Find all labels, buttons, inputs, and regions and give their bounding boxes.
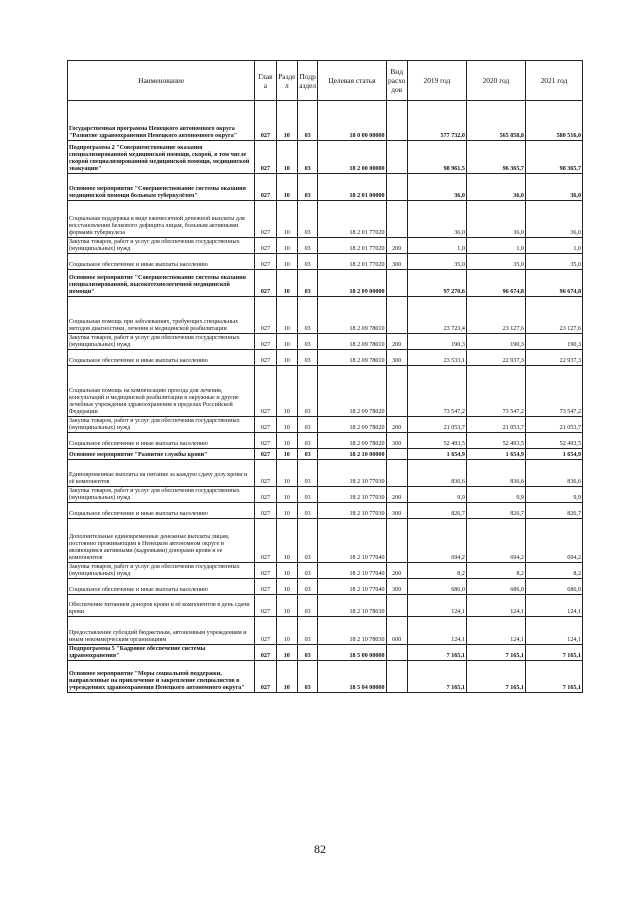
row-glava: 027: [255, 366, 276, 417]
row-2020: 686,0: [466, 579, 525, 595]
row-name: Дополнительные единовременные денежные выплаты лицам, постоянно проживающим в Ненецком автономном округе и являющимся активными (кадровыми) донорами крови и ее компонентов: [68, 519, 255, 563]
row-target: 18 5 00 00000: [318, 645, 386, 661]
row-razdel: 10: [276, 350, 297, 366]
table-row: [68, 661, 583, 693]
row-podrazdel: 03: [297, 460, 317, 487]
row-2020: 52 493,5: [466, 433, 525, 449]
row-2021: 35,0: [525, 254, 582, 270]
row-podrazdel: 03: [297, 141, 317, 174]
row-2021: 9,9: [525, 487, 582, 503]
row-glava: 027: [255, 595, 276, 617]
row-name: Закупка товаров, работ и услуг для обеспечения государственных (муниципальных) нужд: [68, 563, 255, 579]
row-2021: 7 165,1: [525, 645, 582, 661]
row-razdel: 10: [276, 519, 297, 563]
row-podrazdel: 03: [297, 350, 317, 366]
row-vid: [386, 366, 407, 417]
row-podrazdel: 03: [297, 503, 317, 519]
row-2019: 826,7: [407, 503, 466, 519]
row-razdel: 10: [276, 254, 297, 270]
table-row: [68, 595, 583, 617]
row-podrazdel: 03: [297, 645, 317, 661]
row-target: 18 2 10 77040: [318, 519, 386, 563]
row-2019: 21 053,7: [407, 417, 466, 433]
row-target: 18 2 10 77030: [318, 503, 386, 519]
row-target: 18 2 09 00000: [318, 270, 386, 297]
row-glava: 027: [255, 617, 276, 645]
row-razdel: 10: [276, 297, 297, 334]
row-2020: 96 674,8: [466, 270, 525, 297]
row-razdel: 10: [276, 174, 297, 201]
header-2020: 2020 год: [466, 61, 525, 101]
row-name: Государственная программа Ненецкого автономного округа "Развитие здравоохранения Ненецкого автономного округа": [68, 101, 255, 141]
budget-table: [67, 60, 583, 693]
row-vid: 200: [386, 334, 407, 350]
row-razdel: 10: [276, 417, 297, 433]
row-2020: 8,2: [466, 563, 525, 579]
row-2019: 23 723,4: [407, 297, 466, 334]
row-name: Социальное обеспечение и иные выплаты населению: [68, 433, 255, 449]
header-name: Наименование: [68, 61, 255, 101]
table-row: [68, 297, 583, 334]
table-body: [68, 101, 583, 693]
row-target: 18 0 00 00000: [318, 101, 386, 141]
row-2020: 23 127,6: [466, 297, 525, 334]
row-vid: [386, 201, 407, 238]
row-podrazdel: 03: [297, 433, 317, 449]
row-razdel: 10: [276, 270, 297, 297]
row-glava: 027: [255, 487, 276, 503]
row-vid: [386, 645, 407, 661]
row-podrazdel: 03: [297, 270, 317, 297]
row-glava: 027: [255, 460, 276, 487]
row-2021: 826,7: [525, 503, 582, 519]
row-glava: 027: [255, 270, 276, 297]
row-2021: 36,0: [525, 201, 582, 238]
row-podrazdel: 03: [297, 101, 317, 141]
table-row: [68, 503, 583, 519]
row-name: Основное мероприятие "Меры социальной поддержки, направленные на привлечение и закрепление специалистов в учреждениях здравоохранения Ненецкого автономного округа": [68, 661, 255, 693]
row-vid: 300: [386, 254, 407, 270]
row-glava: 027: [255, 201, 276, 238]
row-name: Социальное обеспечение и иные выплаты населению: [68, 350, 255, 366]
row-2021: 1 654,9: [525, 449, 582, 460]
row-name: Социальная поддержка в виде ежемесячной денежной выплаты для восстановления белкового дефицита лицам, больным активными формами туберкулеза: [68, 201, 255, 238]
row-vid: 200: [386, 417, 407, 433]
header-2021: 2021 год: [525, 61, 582, 101]
row-2020: 36,0: [466, 174, 525, 201]
row-vid: 300: [386, 503, 407, 519]
table-row: [68, 460, 583, 487]
row-name: Социальное обеспечение и иные выплаты населению: [68, 254, 255, 270]
table-row: [68, 433, 583, 449]
row-2021: 8,2: [525, 563, 582, 579]
table-row: [68, 101, 583, 141]
row-podrazdel: 03: [297, 563, 317, 579]
row-podrazdel: 03: [297, 617, 317, 645]
row-2021: 124,1: [525, 595, 582, 617]
row-name: Закупка товаров, работ и услуг для обеспечения государственных (муниципальных) нужд: [68, 487, 255, 503]
row-name: Социальная помощь на компенсацию проезда для лечения, консультаций и медицинской реабилитации в окружные и другие лечебные учреждения здравоохранения в пределах Российской Федерации: [68, 366, 255, 417]
table-row: [68, 366, 583, 417]
row-razdel: 10: [276, 433, 297, 449]
row-2021: 686,0: [525, 579, 582, 595]
row-2019: 35,0: [407, 254, 466, 270]
row-target: 18 2 10 78030: [318, 595, 386, 617]
row-2020: 124,1: [466, 617, 525, 645]
row-glava: 027: [255, 503, 276, 519]
table-row: [68, 238, 583, 254]
row-glava: 027: [255, 141, 276, 174]
table-row: [68, 449, 583, 460]
row-2020: 826,7: [466, 503, 525, 519]
row-podrazdel: 03: [297, 661, 317, 693]
row-2019: 1,0: [407, 238, 466, 254]
row-2021: 98 365,7: [525, 141, 582, 174]
row-vid: 300: [386, 579, 407, 595]
row-2020: 36,0: [466, 201, 525, 238]
table-row: [68, 417, 583, 433]
row-2020: 124,1: [466, 595, 525, 617]
row-target: 18 2 01 77020: [318, 238, 386, 254]
row-glava: 027: [255, 101, 276, 141]
row-2019: 8,2: [407, 563, 466, 579]
row-vid: [386, 661, 407, 693]
row-2020: 73 547,2: [466, 366, 525, 417]
row-podrazdel: 03: [297, 579, 317, 595]
row-vid: [386, 141, 407, 174]
row-razdel: 10: [276, 661, 297, 693]
row-vid: 200: [386, 563, 407, 579]
row-razdel: 10: [276, 503, 297, 519]
table-row: [68, 201, 583, 238]
row-razdel: 10: [276, 645, 297, 661]
row-2020: 22 937,3: [466, 350, 525, 366]
row-razdel: 10: [276, 334, 297, 350]
row-target: 18 2 10 00000: [318, 449, 386, 460]
row-target: 18 2 09 78020: [318, 433, 386, 449]
row-2020: 7 165,1: [466, 645, 525, 661]
row-podrazdel: 03: [297, 519, 317, 563]
table-row: [68, 563, 583, 579]
row-2021: 580 516,0: [525, 101, 582, 141]
row-target: 18 2 01 00000: [318, 174, 386, 201]
row-vid: [386, 174, 407, 201]
row-2021: 694,2: [525, 519, 582, 563]
row-vid: 300: [386, 433, 407, 449]
row-razdel: 10: [276, 487, 297, 503]
row-podrazdel: 03: [297, 366, 317, 417]
row-2019: 1 654,9: [407, 449, 466, 460]
row-2021: 36,0: [525, 174, 582, 201]
row-name: Основное мероприятие "Совершенствование системы оказания специализированной, высокотехнологичной медицинской помощи": [68, 270, 255, 297]
row-target: 18 2 10 77040: [318, 579, 386, 595]
header-target: Целевая статья: [318, 61, 386, 101]
row-target: 18 2 10 77030: [318, 460, 386, 487]
row-2021: 124,1: [525, 617, 582, 645]
row-name: Закупка товаров, работ и услуг для обеспечения государственных (муниципальных) нужд: [68, 334, 255, 350]
row-vid: [386, 449, 407, 460]
row-2019: 124,1: [407, 617, 466, 645]
row-2020: 694,2: [466, 519, 525, 563]
row-target: 18 2 09 78010: [318, 334, 386, 350]
row-razdel: 10: [276, 460, 297, 487]
row-2020: 565 858,8: [466, 101, 525, 141]
row-2019: 577 732,0: [407, 101, 466, 141]
row-glava: 027: [255, 645, 276, 661]
row-vid: [386, 270, 407, 297]
row-2019: 836,6: [407, 460, 466, 487]
row-podrazdel: 03: [297, 595, 317, 617]
row-2019: 694,2: [407, 519, 466, 563]
row-podrazdel: 03: [297, 449, 317, 460]
row-target: 18 2 01 77020: [318, 254, 386, 270]
row-target: 18 2 09 78010: [318, 350, 386, 366]
row-razdel: 10: [276, 238, 297, 254]
row-target: 18 2 10 77040: [318, 563, 386, 579]
row-razdel: 10: [276, 563, 297, 579]
row-2021: 96 674,8: [525, 270, 582, 297]
table-row: [68, 579, 583, 595]
row-name: Закупка товаров, работ и услуг для обеспечения государственных (муниципальных) нужд: [68, 417, 255, 433]
row-vid: [386, 519, 407, 563]
row-podrazdel: 03: [297, 297, 317, 334]
row-2021: 52 493,5: [525, 433, 582, 449]
table-header-row: [68, 61, 583, 101]
row-razdel: 10: [276, 141, 297, 174]
row-target: 18 2 09 78020: [318, 366, 386, 417]
row-2019: 686,0: [407, 579, 466, 595]
row-target: 18 5 04 00000: [318, 661, 386, 693]
row-vid: [386, 297, 407, 334]
row-name: Основное мероприятие "Совершенствование системы оказания медицинской помощи больным туберкулёзом": [68, 174, 255, 201]
row-2019: 36,0: [407, 201, 466, 238]
row-glava: 027: [255, 661, 276, 693]
table-row: [68, 617, 583, 645]
table-row: [68, 334, 583, 350]
row-name: Единовременные выплаты на питание за каждую сдачу дозу крови и её компонентов: [68, 460, 255, 487]
row-2019: 7 165,1: [407, 661, 466, 693]
row-razdel: 10: [276, 101, 297, 141]
table-row: [68, 487, 583, 503]
table-row: [68, 141, 583, 174]
row-glava: 027: [255, 563, 276, 579]
row-vid: 200: [386, 238, 407, 254]
row-podrazdel: 03: [297, 174, 317, 201]
row-glava: 027: [255, 519, 276, 563]
header-vid: Вид расхо дов: [386, 61, 407, 101]
row-2021: 190,3: [525, 334, 582, 350]
row-2019: 52 493,5: [407, 433, 466, 449]
row-2020: 836,6: [466, 460, 525, 487]
row-vid: 200: [386, 487, 407, 503]
row-vid: 600: [386, 617, 407, 645]
header-2019: 2019 год: [407, 61, 466, 101]
row-name: Социальное обеспечение и иные выплаты населению: [68, 579, 255, 595]
row-name: Подпрограмма 5 "Кадровое обеспечение системы здравоохранения": [68, 645, 255, 661]
row-razdel: 10: [276, 595, 297, 617]
row-2021: 7 165,1: [525, 661, 582, 693]
page-number: 82: [314, 842, 326, 856]
row-2019: 124,1: [407, 595, 466, 617]
row-2020: 9,9: [466, 487, 525, 503]
row-podrazdel: 03: [297, 417, 317, 433]
row-2020: 96 365,7: [466, 141, 525, 174]
row-target: 18 2 10 78030: [318, 617, 386, 645]
row-2020: 35,0: [466, 254, 525, 270]
row-2020: 7 165,1: [466, 661, 525, 693]
row-glava: 027: [255, 174, 276, 201]
row-glava: 027: [255, 579, 276, 595]
table-row: [68, 519, 583, 563]
row-glava: 027: [255, 334, 276, 350]
row-name: Социальное обеспечение и иные выплаты населению: [68, 503, 255, 519]
row-target: 18 2 01 77020: [318, 201, 386, 238]
row-podrazdel: 03: [297, 238, 317, 254]
row-2021: 21 053,7: [525, 417, 582, 433]
row-2019: 98 961,5: [407, 141, 466, 174]
row-target: 18 2 09 78020: [318, 417, 386, 433]
row-2019: 190,3: [407, 334, 466, 350]
row-razdel: 10: [276, 201, 297, 238]
row-podrazdel: 03: [297, 487, 317, 503]
row-vid: [386, 595, 407, 617]
row-name: Основное мероприятие "Развитие службы крови": [68, 449, 255, 460]
header-glava: Глав а: [255, 61, 276, 101]
row-2020: 21 053,7: [466, 417, 525, 433]
row-2019: 97 270,6: [407, 270, 466, 297]
row-2019: 7 165,1: [407, 645, 466, 661]
row-2021: 23 127,6: [525, 297, 582, 334]
row-glava: 027: [255, 417, 276, 433]
row-glava: 027: [255, 254, 276, 270]
row-2020: 1 654,9: [466, 449, 525, 460]
row-2019: 9,9: [407, 487, 466, 503]
row-name: Обеспечение питанием доноров крови и её компонентов в день сдачи крови: [68, 595, 255, 617]
table-row: [68, 645, 583, 661]
row-target: 18 2 10 77030: [318, 487, 386, 503]
header-podrazdel: Подр аздел: [297, 61, 317, 101]
row-2021: 836,6: [525, 460, 582, 487]
row-podrazdel: 03: [297, 334, 317, 350]
row-vid: [386, 101, 407, 141]
row-razdel: 10: [276, 366, 297, 417]
row-name: Подпрограмма 2 "Совершенствование оказания специализированной медицинской помощи, скорой, в том числе скорой специализированной медицинской помощи, медицинской эвакуации": [68, 141, 255, 174]
row-razdel: 10: [276, 617, 297, 645]
row-glava: 027: [255, 449, 276, 460]
row-name: Закупка товаров, работ и услуг для обеспечения государственных (муниципальных) нужд: [68, 238, 255, 254]
row-glava: 027: [255, 433, 276, 449]
row-name: Социальная помощь при заболеваниях, требующих специальных методов диагностики, лечения и медицинской реабилитации: [68, 297, 255, 334]
row-razdel: 10: [276, 449, 297, 460]
row-podrazdel: 03: [297, 254, 317, 270]
row-2021: 73 547,2: [525, 366, 582, 417]
row-razdel: 10: [276, 579, 297, 595]
table-row: [68, 254, 583, 270]
row-2019: 73 547,2: [407, 366, 466, 417]
row-vid: 300: [386, 350, 407, 366]
row-target: 18 2 00 00000: [318, 141, 386, 174]
row-2020: 1,0: [466, 238, 525, 254]
table-row: [68, 174, 583, 201]
row-2019: 23 533,1: [407, 350, 466, 366]
row-glava: 027: [255, 350, 276, 366]
row-name: Предоставление субсидий бюджетным, автономным учреждениям и иным некоммерческим организациям: [68, 617, 255, 645]
row-vid: [386, 460, 407, 487]
row-target: 18 2 09 78010: [318, 297, 386, 334]
row-glava: 027: [255, 238, 276, 254]
row-2021: 1,0: [525, 238, 582, 254]
row-2020: 190,3: [466, 334, 525, 350]
row-2019: 36,0: [407, 174, 466, 201]
header-razdel: Разде л: [276, 61, 297, 101]
row-glava: 027: [255, 297, 276, 334]
table-row: [68, 350, 583, 366]
row-2021: 22 937,3: [525, 350, 582, 366]
table-row: [68, 270, 583, 297]
row-podrazdel: 03: [297, 201, 317, 238]
